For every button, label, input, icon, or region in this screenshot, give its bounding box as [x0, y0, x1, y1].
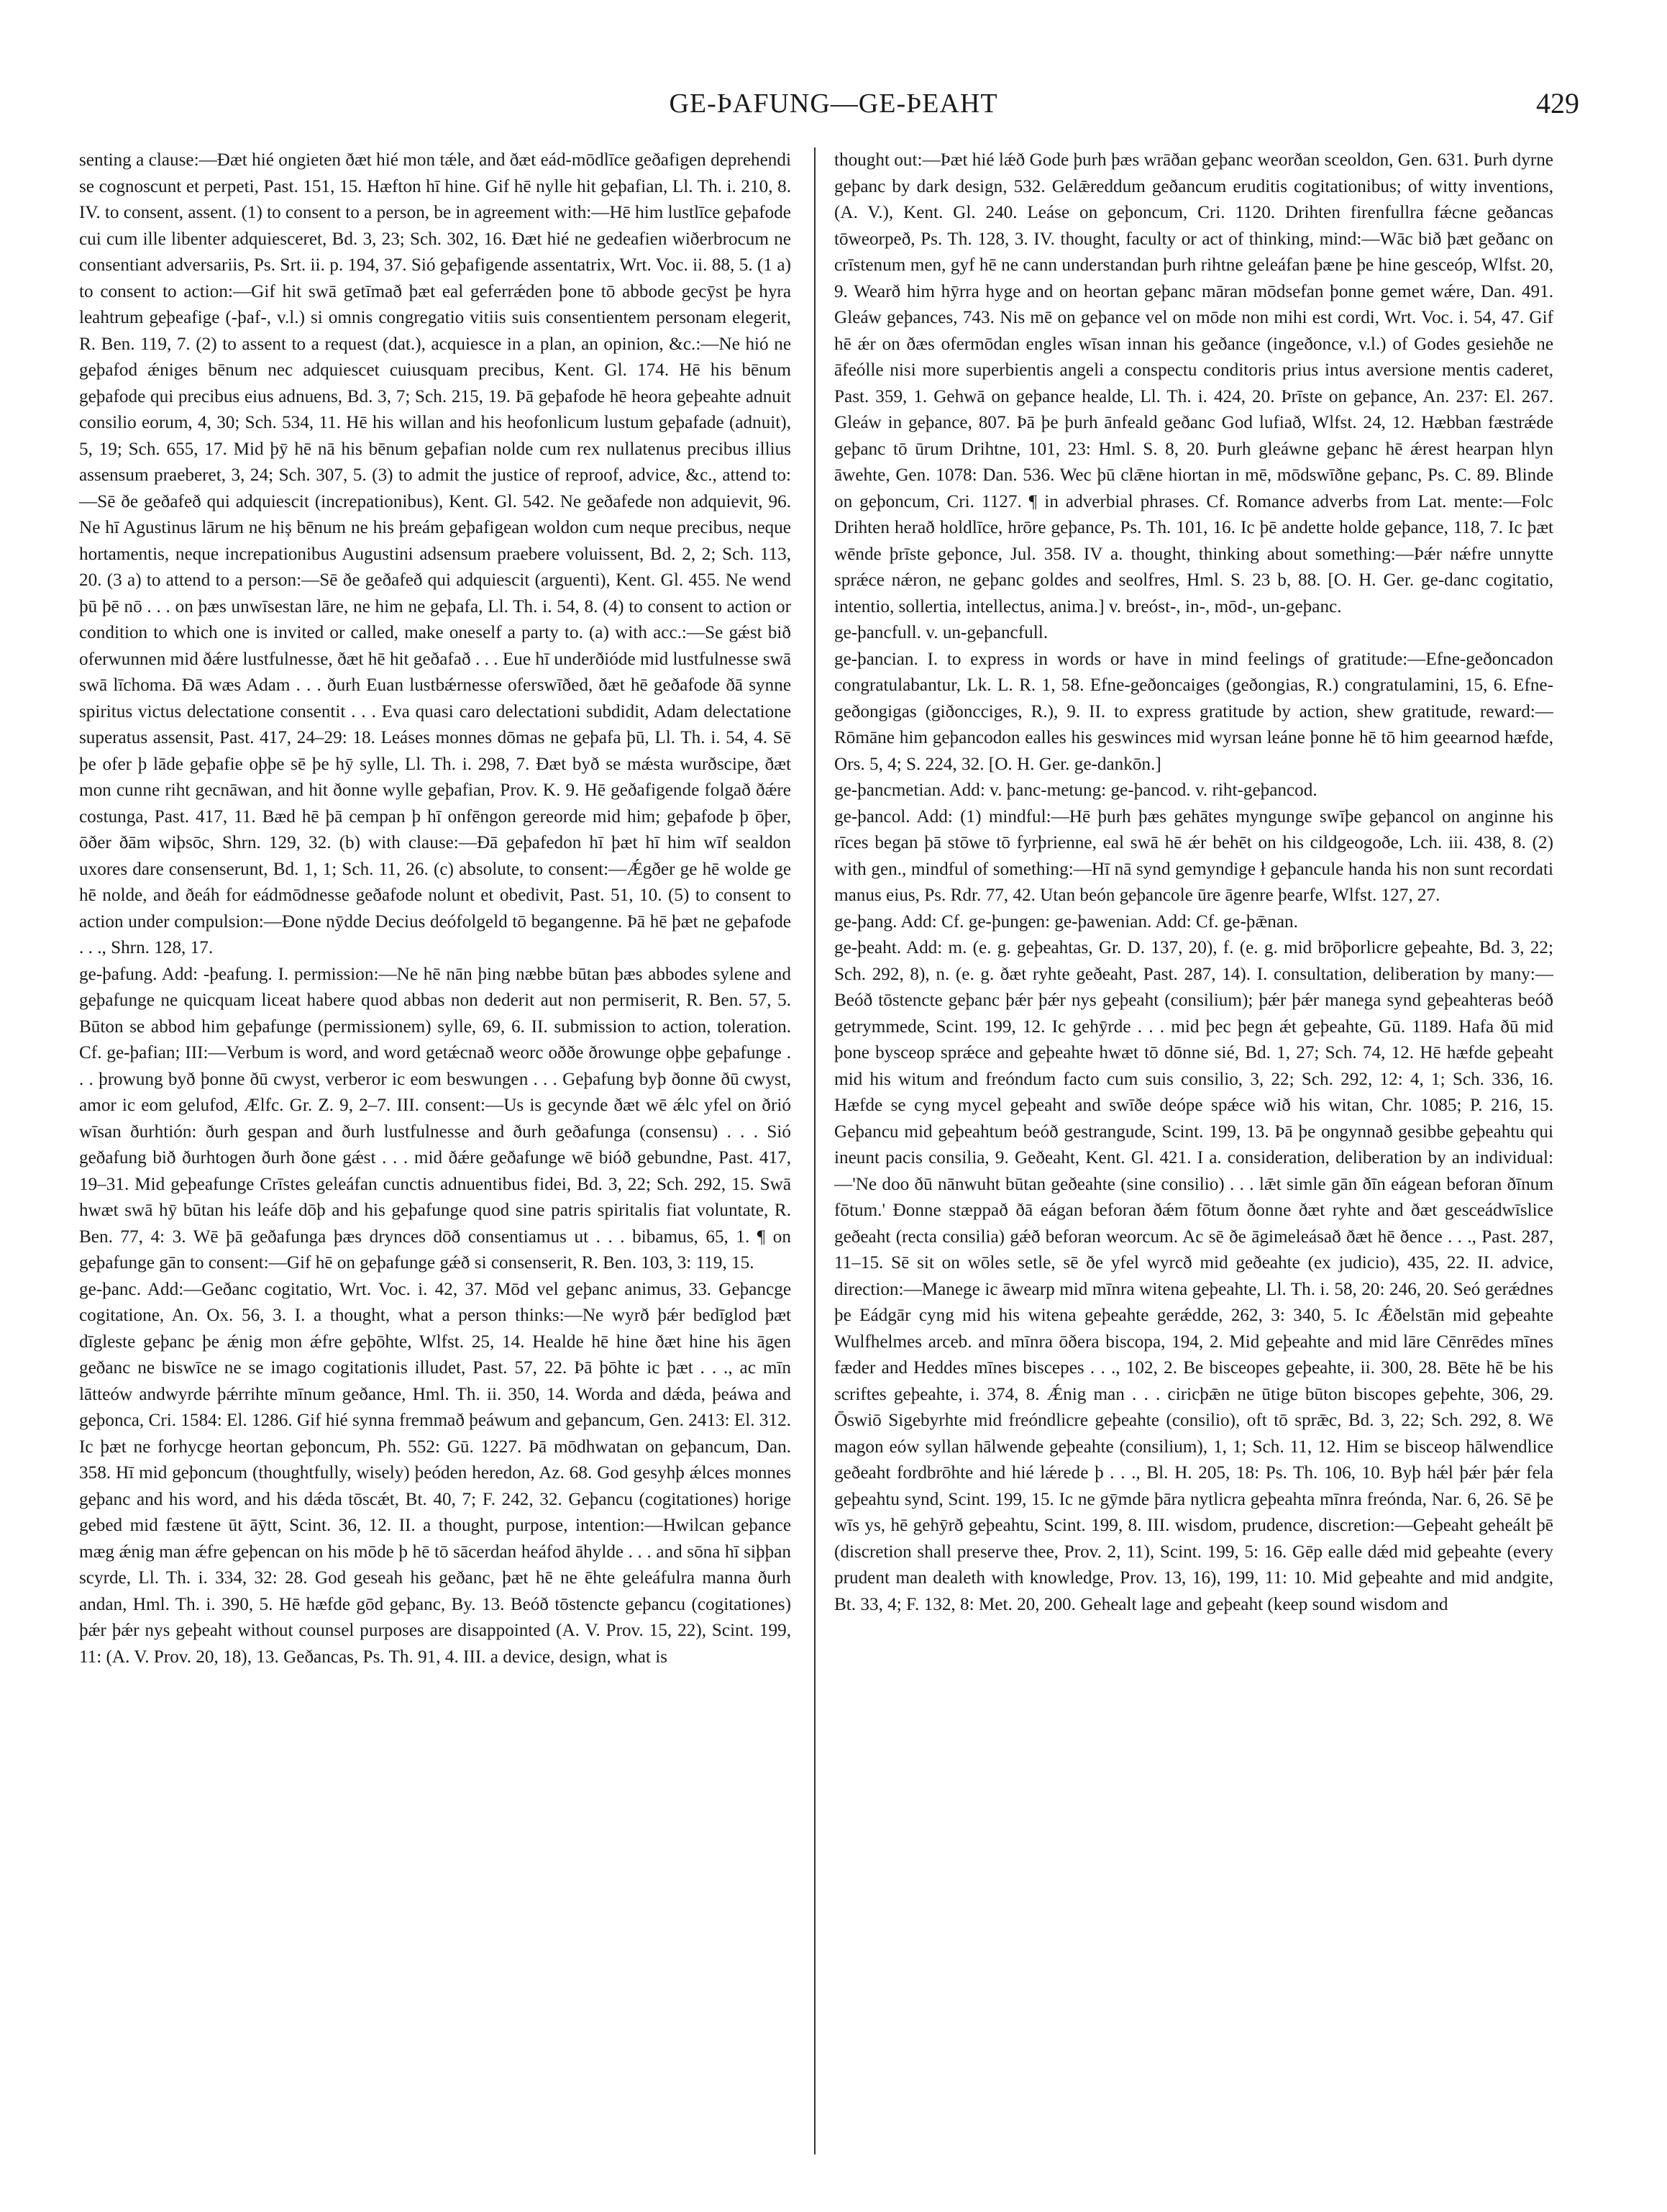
entry-ge-theaht: ge-þeaht. Add: m. (e. g. geþeahtas, Gr. D. 137, 20), f. (e. g. mid brōþorlicre geþeahte, Bd. 3, 22; Sch. 292, 8), n. (e. g. ðæt ryhte geðeaht, Past. 287, 14). I. consultation, deliberation by many:—Beóð tōstencte geþanc þǽr þǽr nys geþeaht (consilium); þǽr þǽr manega synd geþeahteras beóð getrymmede, Scint. 199, 12. Ic gehȳrde . . . mid þec þegn ǽt geþeahte, Gū. 1189. Hafa ðū mid þone bysceop sprǽce and geþeahte hwæt tō dōnne sié, Bd. 1, 27; Sch. 74, 12. Hē hæfde geþeaht mid his witum and freóndum facto cum suis consilio, 3, 22; Sch. 292, 12: 4, 1; Sch. 336, 16. Hæfde se cyng mycel geþeaht and swīðe deópe spǽce wið his witan, Chr. 1085; P. 216, 15. Geþancu mid geþeahtum beóð gestrangude, Scint. 199, 13. Þā þe ongynnað gesibbe geþeahtu qui ineunt pacis consilia, 9. Geðeaht, Kent. Gl. 421. I a. consideration, deliberation by an individual:—'Ne doo ðū nānwuht būtan geðeahte (sine consilio) . . . lǣt simle gān ðīn eágean beforan ðīnum fōtum.' Ðonne stæppað ðā eágan beforan ðǽm fōtum ðonne ðæt ryhte and ðæt gesceádwīslice geðeaht (recta consilia) gǽð beforan weorcum. Ac sē ðe āgimeleásað ðæt hē ðence . . ., Past. 287, 11–15. Sē sit on wōles setle, sē ðe yfel wyrcð mid geðeahte (ex judicio), 435, 22. II. advice, direction:—Manege ic āwearp mid mīnra witena geþeahte, Ll. Th. i. 58, 20: 246, 20. Seó gerǽdnes þe Eádgār cyng mid his witena geþeahte gerǽdde, 262, 3: 340, 5. Ic Ǽðelstān mid geþeahte Wulfhelmes arceb. and mīnra ōðera biscopa, 194, 2. Mid geþeahte and mid lāre Cēnrēdes mīnes fæder and Heddes mīnes biscepes . . ., 102, 2. Be bisceopes geþeahte, ii. 300, 28. Bēte hē be his scriftes geþeahte, i. 374, 8. Ǽnig man . . . ciricþǣn ne ūtige būton biscopes geþehte, 306, 29. Ōswiō Sigebyrhte mid freóndlicre geþeahte (consilio), oft tō sprǣc, Bd. 3, 22; Sch. 292, 8. Wē magon eów syllan hālwende geþeahte (consilium), 1, 1; Sch. 11, 12. Him se bisceop hālwendlice geðeaht fordbrōhte and hié lǽrede þ . . ., Bl. H. 205, 18: Ps. Th. 106, 10. Byþ hǽl þǽr þǽr fela geþeahtu synd, Scint. 199, 15. Ic ne gȳmde þāra nytlicra geþeahta mīnra freónda, Nar. 6, 26. Sē þe wīs ys, hē gehȳrð geþeahtu, Scint. 199, 8. III. wisdom, prudence, discretion:—Geþeaht geheált þē (discretion shall preserve thee, Prov. 2, 11), Scint. 199, 5: 16. Gēp ealle dǽd mid geþeahte (every prudent man dealeth with knowledge, Prov. 13, 16), 199, 11: 10. Mid geþeahte and mid andgite, Bt. 33, 4; F. 132, 8: Met. 20, 200. Gehealt lage and geþeaht (keep sound wisdom and: [834, 938, 1553, 1614]
entry-ge-thanc: ge-þanc. Add:—Geðanc cogitatio, Wrt. Voc. i. 42, 37. Mōd vel geþanc animus, 33. Geþancge cogitatione, An. Ox. 56, 3. I. a thought, what a person thinks:—Ne wyrð þǽr bedīglod þæt dīgleste geþanc þe ǽnig mon ǽfre geþōhte, Wlfst. 25, 14. Healde hē hine ðæt hine his āgen geðanc ne biswīce ne se imago cogitationis illudet, Past. 57, 22. Þā þōhte ic þæt . . ., ac mīn lātteów andwyrde þǽrrihte mīnum geðance, Hml. Th. ii. 350, 14. Worda and dǽda, þeáwa and geþonca, Cri. 1584: El. 1286. Gif hié synna fremmað þeáwum and geþancum, Gen. 2413: El. 312. Ic þæt ne forhycge heortan geþoncum, Ph. 552: Gū. 1227. Þā mōdhwatan on geþancum, Dan. 358. Hī mid geþoncum (thoughtfully, wisely) þeóden heredon, Az. 68. God gesyhþ ǽlces monnes geþanc and his word, and his dǽda tōscǽt, Bt. 40, 7; F. 242, 32. Geþancu (cogitationes) horige gebed mid fæstene ūt āȳtt, Scint. 36, 12. II. a thought, purpose, intention:—Hwilcan geþance mæg ǽnig man ǽfre geþencan on his mōde þ hē tō sācerdan heáfod āhylde . . . and sōna hī siþþan scyrde, Ll. Th. i. 334, 32: 28. God geseah his geðanc, þæt hē ne ēhte geleáfulra manna ðurh andan, Hml. Th. i. 390, 5. Hē hæfde gōd geþanc, By. 13. Beóð tōstencte geþancu (cogitationes) þǽr þǽr nys geþeaht without counsel purposes are disappointed (A. V. Prov. 15, 22), Scint. 199, 11: (A. V. Prov. 20, 18), 13. Geðancas, Ps. Th. 91, 4. III. a device, design, what is: [79, 1279, 791, 1667]
left-column: [79, 147, 791, 2162]
column-divider: [814, 147, 816, 2154]
entry-ge-thancfull: ge-þancfull. v. un-geþancfull.: [834, 623, 1048, 642]
entry-ge-thafian-continued: senting a clause:—Ðæt hié ongieten ðæt hié mon tǽle, and ðæt eád-mōdlīce geðafigen deprehendi se cognoscunt et perpeti, Past. 151, 15. Hæfton hī hine. Gif hē nylle hit geþafian, Ll. Th. i. 210, 8. IV. to consent, assent. (1) to consent to a person, be in agreement with:—Hē him lustlīce geþafode cui cum ille libenter adquiesceret, Bd. 3, 23; Sch. 302, 16. Ðæt hié ne gedeafien wiðerbrocum ne consentiant adversariis, Ps. Srt. ii. p. 194, 37. Sió geþafigende assentatrix, Wrt. Voc. ii. 88, 5. (1 a) to consent to action:—Gif hit swā getīmað þæt eal geferrǽden þone tō abbode gecȳst þe hyra leahtrum geþeafige (-þaf-, v.l.) si omnis congregatio vitiis suis consentientem personam elegerit, R. Ben. 119, 7. (2) to assent to a request (dat.), acquiesce in a plan, an opinion, &c.:—Ne hió ne geþafod ǽniges bēnum nec adquiescet cuiusquam precibus, Kent. Gl. 174. Hē his bēnum geþafode qui precibus eius adnuens, Bd. 3, 7; Sch. 215, 19. Þā geþafode hē heora geþeahte adnuit consilio eorum, 4, 30; Sch. 534, 11. Hē his willan and his heofonlicum lustum geþafade (adnuit), 5, 19; Sch. 655, 17. Mid þȳ hē nā his bēnum geþafian nolde cum rex nullatenus precibus illius assensum praeberet, 3, 24; Sch. 307, 5. (3) to admit the justice of reproof, advice, &c., attend to:—Sē ðe geðafeð qui adquiescit (increpationibus), Kent. Gl. 542. Ne geðafede non adquievit, 96. Ne hī Agustinus lārum ne hiș bēnum ne his þreám geþafigean woldon cum neque precibus, neque hortamentis, neque increpationibus Augustini adsensum praebere voluissent, Bd. 2, 2; Sch. 113, 20. (3 a) to attend to a person:—Sē ðe geðafeð qui adquiescit (arguenti), Kent. Gl. 455. Ne wend þū þē nō . . . on þæs unwīsestan lāre, ne him ne geþafa, Ll. Th. i. 54, 8. (4) to consent to action or condition to which one is invited or called, make oneself a party to. (a) with acc.:—Se gǽst bið oferwunnen mid ðǽre lustfulnesse, ðæt hē hit geðafað . . . Eue hī underðióde mid lustfulnesse swā swā līchoma. Ðā wæs Adam . . . ðurh Euan lustbǽrnesse oferswīðed, ðæt hē geðafode ðā synne spiritus victus delectatione consentit . . . Eva quasi caro delectationi subdidit, Adam delectatione superatus assensit, Past. 417, 24–29: 18. Leáses monnes dōmas ne geþafa þū, Ll. Th. i. 54, 4. Sē þe ofer þ lāde geþafie oþþe sē þe hȳ sylle, Ll. Th. i. 298, 7. Ðæt byð se mǽsta wurðscipe, ðæt mon cunne riht gecnāwan, and hit ðonne wylle geþafian, Prov. K. 9. Hē geðafigende folgað ðǽre costunga, Past. 417, 11. Bæd hē þā cempan þ hī onfēngon gereorde mid him; geþafode þ ōþer, ōðer ðām wiþsōc, Shrn. 129, 32. (b) with clause:—Ðā geþafedon hī þæt hī him wīf sealdon uxores dare consenserunt, Bd. 1, 1; Sch. 11, 26. (c) absolute, to consent:—Ǽgðer ge hē wolde ge hē nolde, and ðeáh for eádmōdnesse geðafode nolunt et obedivit, Past. 51, 10. (5) to consent to action under compulsion:—Ðone nȳdde Decius deófolgeld tō begangenne. Þā hē þæt ne geþafode . . ., Shrn. 128, 17.: [79, 150, 791, 957]
entry-ge-thafung: ge-þafung. Add: -þeafung. I. permission:—Ne hē nān þing næbbe būtan þæs abbodes sylene and geþafunge ne quicquam liceat habere quod abbas non dederit aut non permiserit, R. Ben. 57, 5. Būton se abbod him geþafunge (permissionem) sylle, 69, 6. II. submission to action, toleration. Cf. ge-þafian; III:—Verbum is word, and word getǽcnað weorc oððe ðrowunge oþþe geþafunge . . . þrowung byð þonne ðū cwyst, verberor ic eom beswungen . . . Geþafung byþ ðonne ðū cwyst, amor ic eom gelufod, Ælfc. Gr. Z. 9, 2–7. III. consent:—Us is gecynde ðæt wē ǽlc yfel on ðrió wīsan ðurhtión: ðurh gespan and ðurh lustfulnesse and ðurh geðafunga (consensu) . . . Sió geðafung bið ðurhtogen ðurh ðone gǽst . . . mid ðǽre geðafunge wē bióð gebundne, Past. 417, 19–31. Mid geþeafunge Crīstes geleáfan cunctis adnuentibus fidei, Bd. 3, 22; Sch. 292, 15. Swā hwæt swā hȳ būtan his leáfe dōþ and his geþafunge quod sine patris spiritalis fiat voluntate, R. Ben. 77, 4: 3. Wē þā geðafunga þæs drynces dōð consentiamus ut . . . bibamus, 65, 1. ¶ on geþafunge gān to consent:—Gif hē on geþafunge gǽð si consenserit, R. Ben. 103, 3: 119, 15.: [79, 964, 791, 1273]
entry-ge-thanc-continued: thought out:—Þæt hié lǽð Gode þurh þæs wrāðan geþanc weorðan sceoldon, Gen. 631. Þurh dyrne geþanc by dark design, 532. Gelǣreddum geðancum eruditis cogitationibus; of witty inventions, (A. V.), Kent. Gl. 240. Leáse on geþoncum, Cri. 1120. Drihten firenfullra fǽcne geðancas tōweorpeð, Ps. Th. 128, 3. IV. thought, faculty or act of thinking, mind:—Wāc bið þæt geðanc on crīstenum men, gyf hē ne cann understandan þurh rihtne geleáfan þæne þe hine gesceóp, Wlfst. 20, 9. Wearð him hȳrra hyge and on heortan geþanc māran mōdsefan þonne gemet wǽre, Dan. 491. Gleáw geþances, 743. Nis mē on geþance vel on mōde non mihi est cordi, Wrt. Voc. i. 54, 47. Gif hē ǽr on ðæs ofermōdan engles wīsan innan his geðance (ingeðonce, v.l.) of Godes gesiehðe ne āfeólle nisi more superbientis angeli a conspectu conditoris prius intus aversione mentis caderet, Past. 359, 1. Gehwā on geþance healde, Ll. Th. i. 424, 20. Þrīste on geþance, An. 237: El. 267. Gleáw in geþance, 807. Þā þe þurh ānfeald geðanc God lufiað, Wlfst. 24, 12. Hæbban fæstrǽde geþanc tō ūrum Drihtne, 101, 23: Hml. S. 8, 20. Þurh gleáwne geþanc hē ǽrest hearpan hlyn āwehte, Gen. 1078: Dan. 536. Wec þū clǣne hiortan in mē, mōdswīðne geþanc, Ps. C. 89. Blinde on geþoncum, Cri. 1127. ¶ in adverbial phrases. Cf. Romance adverbs from Lat. mente:—Folc Drihten herað holdlīce, hrōre geþance, Ps. Th. 101, 16. Ic þē andette holde geþance, 118, 7. Ic þæt wēnde þrīste geþonce, Jul. 358. IV a. thought, thinking about something:—Þǽr nǽfre unnytte sprǽce nǽron, ne geþanc goldes and seolfres, Hml. S. 23 b, 88. [O. H. Ger. ge-danc cogitatio, intentio, sollertia, intellectus, anima.] v. breóst-, in-, mōd-, un-geþanc.: [834, 150, 1553, 616]
entry-ge-thancmetian: ge-þancmetian. Add: v. þanc-metung: ge-þancod. v. riht-geþancod.: [834, 780, 1317, 800]
page-title: GE-ÞAFUNG—GE-ÞEAHT: [669, 88, 998, 119]
running-head: [0, 85, 1667, 128]
entry-ge-thancol: ge-þancol. Add: (1) mindful:—Hē þurh þæs gehātes myngunge swīþe geþancol on anginne his rīces began þā stōwe tō fyrþrienne, eal swā hē ǽr behēt on his cildgeogoðe, Lch. iii. 438, 8. (2) with gen., mindful of something:—Hī nā synd gemyndige ł geþancule handa his non sunt recordati manus eius, Ps. Rdr. 77, 42. Utan beón geþancole ūre āgenre þearfe, Wlfst. 127, 27.: [834, 806, 1553, 905]
page-number: 429: [1536, 87, 1579, 119]
entry-ge-thancian: ge-þancian. I. to express in words or have in mind feelings of gratitude:—Efne-geðoncadon congratulabantur, Lk. L. R. 1, 58. Efne-geðoncaiges (geðongias, R.) congratulamini, 15, 6. Efne-geðongigas (giðoncciges, R.), 9. II. to express gratitude by action, shew gratitude, reward:—Rōmāne him geþancodon ealles his geswinces mid wyrsan leáne þonne hē tō him geearnod hæfde, Ors. 5, 4; S. 224, 32. [O. H. Ger. ge-dankōn.]: [834, 649, 1553, 774]
right-column: [834, 147, 1553, 2162]
entry-ge-thang: ge-þang. Add: Cf. ge-þungen: ge-þawenian. Add: Cf. ge-þǣnan.: [834, 911, 1298, 932]
